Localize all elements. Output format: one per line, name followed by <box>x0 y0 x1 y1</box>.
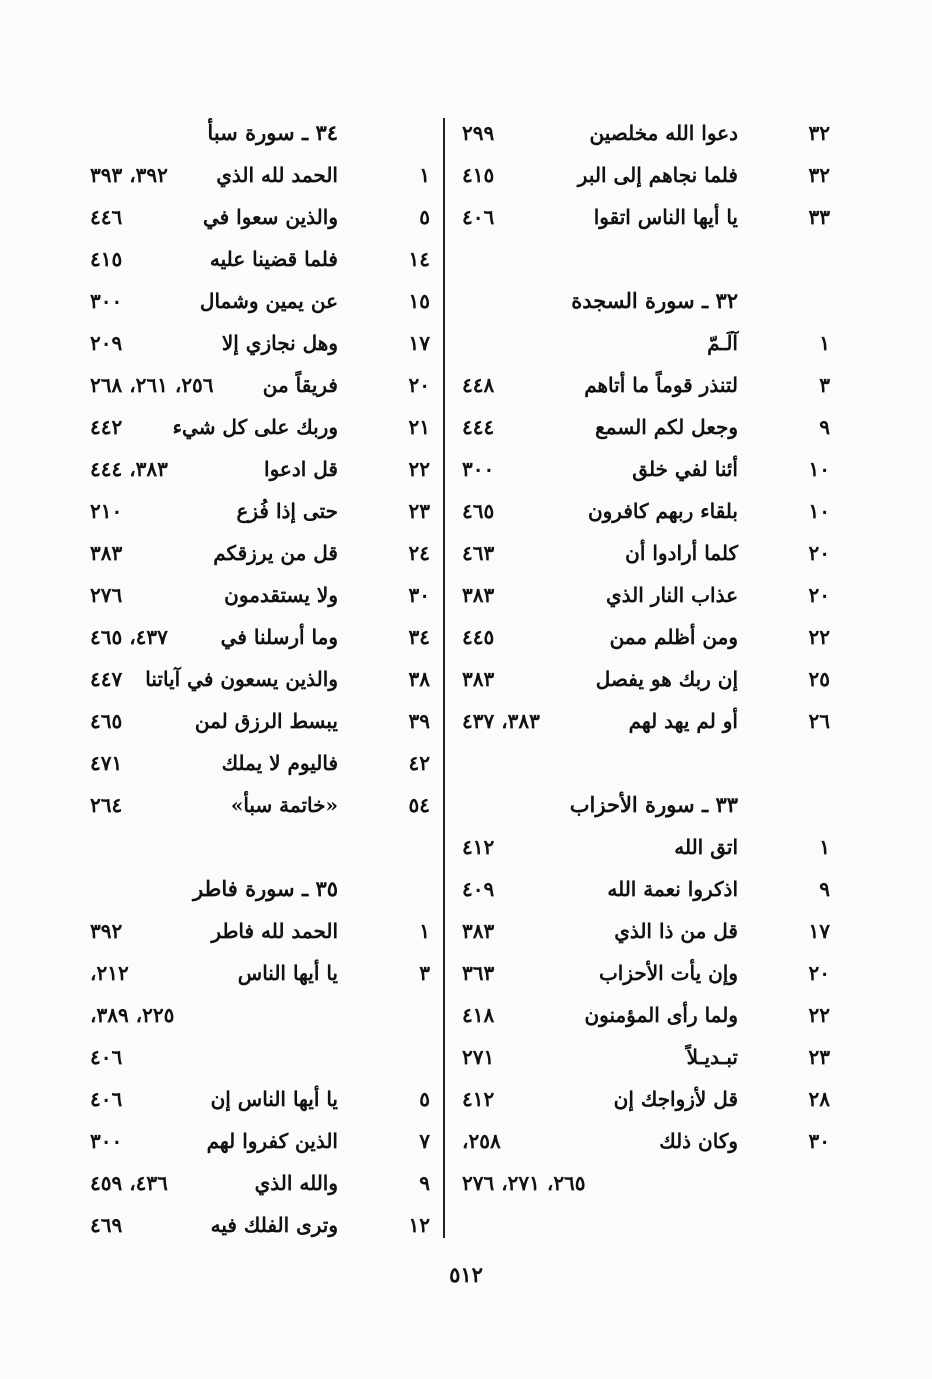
spacer <box>462 238 830 280</box>
verse-text: أو لم يهد لهم <box>628 709 738 733</box>
verse-number: ٧ <box>419 1129 430 1153</box>
verse-text: والذين يسعون في آياتنا <box>145 667 338 691</box>
list-item <box>90 658 430 700</box>
page-refs: ٣٩٢ <box>90 919 123 943</box>
list-item <box>462 1078 830 1120</box>
surah-title: ٣٣ ـ سورة الأحزاب <box>569 792 738 817</box>
page-refs: ٢٦٥، ٢٧١، ٢٧٦ <box>462 1171 586 1195</box>
verse-number: ٣ <box>819 373 830 397</box>
page-refs: ٤٠٦ <box>462 205 495 229</box>
verse-number: ٢٠ <box>808 583 830 607</box>
verse-text: يا أيها الناس اتقوا <box>593 205 738 229</box>
verse-text: إن ربك هو يفصل <box>595 667 738 691</box>
verse-text: كلما أرادوا أن <box>625 541 738 565</box>
verse-number: ٥ <box>419 1087 430 1111</box>
verse-text: وما أرسلنا في <box>220 625 338 649</box>
page-refs: ٣٠٠ <box>90 289 123 313</box>
verse-text: «خاتمة سبأ» <box>230 793 338 817</box>
list-item <box>90 532 430 574</box>
page-refs: ٤٤٥ <box>462 625 495 649</box>
verse-number: ٢٢ <box>408 457 430 481</box>
list-item <box>462 994 830 1036</box>
verse-number: ٣٩ <box>408 709 430 733</box>
verse-text: أئنا لفي خلق <box>632 457 738 481</box>
surah-title: ٣٥ ـ سورة فاطر <box>193 876 338 901</box>
list-item <box>90 700 430 742</box>
verse-number: ٢٤ <box>408 541 430 565</box>
verse-text: وهل نجازي إلا <box>221 331 338 355</box>
verse-text: فاليوم لا يملك <box>221 751 338 775</box>
page-refs: ٤٣٧، ٤٦٥ <box>90 625 168 649</box>
page-refs: ٣٦٣ <box>462 961 495 985</box>
verse-number: ١٤ <box>408 247 430 271</box>
list-item <box>462 532 830 574</box>
verse-number: ٢٣ <box>808 1045 830 1069</box>
verse-text: الحمد لله الذي <box>216 163 338 187</box>
list-item <box>90 490 430 532</box>
page-refs: ٤٤٧ <box>90 667 123 691</box>
list-item <box>90 1162 430 1204</box>
column-divider <box>443 118 445 1238</box>
verse-number: ٩ <box>819 415 830 439</box>
verse-text: دعوا الله مخلصين <box>589 121 738 145</box>
list-item <box>90 742 430 784</box>
verse-text: لتنذر قوماً ما أتاهم <box>584 373 738 397</box>
page-refs: ٤١٢ <box>462 835 495 859</box>
verse-text: وإن يأت الأحزاب <box>598 961 738 985</box>
verse-number: ٣٤ <box>408 625 430 649</box>
left-column <box>90 112 430 1246</box>
verse-text: عن يمين وشمال <box>199 289 338 313</box>
page-refs: ٢٦٤ <box>90 793 123 817</box>
page-refs: ٣٨٣ <box>462 667 495 691</box>
verse-number: ٢٣ <box>408 499 430 523</box>
spacer <box>462 742 830 784</box>
verse-number: ٤٢ <box>408 751 430 775</box>
verse-text: اذكروا نعمة الله <box>607 877 738 901</box>
list-item <box>90 196 430 238</box>
verse-text: تبـديـلاً <box>686 1045 738 1069</box>
verse-number: ١ <box>419 163 430 187</box>
verse-number: ٩ <box>819 877 830 901</box>
list-item <box>462 1120 830 1162</box>
list-item <box>462 952 830 994</box>
verse-text: قل ادعوا <box>264 457 338 481</box>
verse-number: ١٢ <box>408 1213 430 1237</box>
list-item <box>462 406 830 448</box>
verse-number: ٥ <box>419 205 430 229</box>
page-refs: ٢٥٨، <box>462 1129 501 1153</box>
verse-text: آلَـمّ <box>707 331 738 355</box>
list-item <box>90 154 430 196</box>
list-item <box>90 322 430 364</box>
page-refs: ٤٦٩ <box>90 1213 123 1237</box>
list-item <box>462 364 830 406</box>
verse-number: ٢٠ <box>808 961 830 985</box>
page-refs: ٤١٥ <box>90 247 123 271</box>
list-item <box>462 490 830 532</box>
page-refs: ٤٦٥ <box>90 709 123 733</box>
page-refs: ٣٠٠ <box>462 457 495 481</box>
list-item <box>462 448 830 490</box>
page-refs: ٤٧١ <box>90 751 123 775</box>
page-refs: ٢٩٩ <box>462 121 495 145</box>
verse-number: ٣٠ <box>808 1129 830 1153</box>
continuation-line <box>462 1162 830 1204</box>
list-item <box>462 196 830 238</box>
verse-number: ١٠ <box>808 457 830 481</box>
page-refs: ٢٠٩ <box>90 331 123 355</box>
page-refs: ٣٨٣، ٤٣٧ <box>462 709 540 733</box>
verse-text: الذين كفروا لهم <box>206 1129 338 1153</box>
verse-number: ١ <box>419 919 430 943</box>
list-item <box>90 616 430 658</box>
page-refs: ٤٠٩ <box>462 877 495 901</box>
list-item <box>462 1036 830 1078</box>
verse-number: ٣ <box>419 961 430 985</box>
list-item <box>90 406 430 448</box>
verse-number: ١٧ <box>408 331 430 355</box>
verse-number: ١٧ <box>808 919 830 943</box>
page-refs: ٢١٢، <box>90 961 129 985</box>
verse-number: ١٥ <box>408 289 430 313</box>
page-refs: ٤٦٣ <box>462 541 495 565</box>
list-item <box>462 574 830 616</box>
surah-title: ٣٤ ـ سورة سبأ <box>207 120 338 145</box>
verse-text: يبسط الرزق لمن <box>194 709 338 733</box>
page-refs: ٤٤٨ <box>462 373 495 397</box>
verse-number: ٣٣ <box>808 205 830 229</box>
page-refs: ٣٠٠ <box>90 1129 123 1153</box>
verse-number: ٩ <box>419 1171 430 1195</box>
list-item <box>462 910 830 952</box>
page-refs: ٣٨٣، ٤٤٤ <box>90 457 168 481</box>
verse-text: قل لأزواجك إن <box>613 1087 738 1111</box>
list-item <box>90 448 430 490</box>
page-refs: ٤٠٦ <box>90 1045 123 1069</box>
verse-text: فلما نجاهم إلى البر <box>577 163 738 187</box>
verse-number: ٢٨ <box>808 1087 830 1111</box>
page-number: ٥١٢ <box>449 1262 483 1287</box>
verse-number: ٢٢ <box>808 1003 830 1027</box>
verse-text: قل من يرزقكم <box>213 541 338 565</box>
list-item <box>462 658 830 700</box>
verse-text: الحمد لله فاطر <box>211 919 338 943</box>
list-item <box>462 616 830 658</box>
list-item <box>90 1204 430 1246</box>
list-item <box>462 826 830 868</box>
verse-number: ١ <box>819 835 830 859</box>
verse-text: والذين سعوا في <box>202 205 338 229</box>
continuation-line <box>90 994 430 1036</box>
list-item <box>90 1078 430 1120</box>
verse-number: ٢٥ <box>808 667 830 691</box>
list-item <box>90 280 430 322</box>
page-refs: ٢١٠ <box>90 499 123 523</box>
continuation-line <box>90 1036 430 1078</box>
verse-text: ولما رأى المؤمنون <box>584 1003 738 1027</box>
page-refs: ٣٩٢، ٣٩٣ <box>90 163 168 187</box>
page-refs: ٤١٨ <box>462 1003 495 1027</box>
page-refs: ٣٨٣ <box>90 541 123 565</box>
page-refs: ٤٦٥ <box>462 499 495 523</box>
list-item <box>90 952 430 994</box>
verse-number: ٢٢ <box>808 625 830 649</box>
verse-number: ١٠ <box>808 499 830 523</box>
list-item <box>90 574 430 616</box>
page-refs: ٢٧١ <box>462 1045 495 1069</box>
verse-number: ٣٢ <box>808 121 830 145</box>
page-refs: ٤٤٢ <box>90 415 123 439</box>
verse-text: فلما قضينا عليه <box>209 247 338 271</box>
verse-number: ٣٢ <box>808 163 830 187</box>
verse-text: وترى الفلك فيه <box>210 1213 338 1237</box>
verse-number: ١ <box>819 331 830 355</box>
page-refs: ٤٤٤ <box>462 415 495 439</box>
list-item <box>90 1120 430 1162</box>
page-refs: ٢٥٦، ٢٦١، ٢٦٨ <box>90 373 214 397</box>
verse-text: بلقاء ربهم كافرون <box>587 499 738 523</box>
page-refs: ٣٨٣ <box>462 583 495 607</box>
surah-heading-ahzab <box>462 784 830 826</box>
right-column <box>462 112 830 1204</box>
verse-number: ٢٠ <box>808 541 830 565</box>
verse-number: ٥٤ <box>408 793 430 817</box>
list-item <box>462 700 830 742</box>
page-refs: ٤٤٦ <box>90 205 123 229</box>
page-refs: ٤١٢ <box>462 1087 495 1111</box>
surah-heading-fatir <box>90 868 430 910</box>
spacer <box>90 826 430 868</box>
verse-text: وجعل لكم السمع <box>595 415 738 439</box>
list-item <box>462 322 830 364</box>
page-refs: ٤٣٦، ٤٥٩ <box>90 1171 168 1195</box>
page-refs: ٤١٥ <box>462 163 495 187</box>
surah-heading-saba <box>90 112 430 154</box>
list-item <box>90 364 430 406</box>
verse-number: ٣٠ <box>408 583 430 607</box>
verse-text: يا أيها الناس إن <box>210 1087 338 1111</box>
list-item <box>90 238 430 280</box>
list-item <box>90 784 430 826</box>
surah-heading-sajda <box>462 280 830 322</box>
verse-number: ٣٨ <box>408 667 430 691</box>
verse-text: وربك على كل شيء <box>172 415 338 439</box>
verse-text: والله الذي <box>254 1171 338 1195</box>
verse-text: اتق الله <box>674 835 738 859</box>
list-item <box>90 910 430 952</box>
verse-text: فريقاً من <box>262 373 338 397</box>
page-refs: ٣٨٣ <box>462 919 495 943</box>
surah-title: ٣٢ ـ سورة السجدة <box>571 288 738 313</box>
list-item <box>462 868 830 910</box>
verse-text: يا أيها الناس <box>237 961 338 985</box>
page-refs: ٤٠٦ <box>90 1087 123 1111</box>
verse-number: ٢٠ <box>408 373 430 397</box>
verse-text: وكان ذلك <box>659 1129 738 1153</box>
verse-number: ٢١ <box>408 415 430 439</box>
list-item <box>462 154 830 196</box>
verse-text: ولا يستقدمون <box>224 583 338 607</box>
verse-text: ومن أظلم ممن <box>609 625 738 649</box>
page-refs: ٢٧٦ <box>90 583 123 607</box>
verse-text: قل من ذا الذي <box>614 919 738 943</box>
verse-text: حتى إذا فُزع <box>236 499 338 523</box>
list-item <box>462 112 830 154</box>
page-refs: ٢٢٥، ٣٨٩، <box>90 1003 175 1027</box>
verse-number: ٢٦ <box>808 709 830 733</box>
verse-text: عذاب النار الذي <box>606 583 738 607</box>
